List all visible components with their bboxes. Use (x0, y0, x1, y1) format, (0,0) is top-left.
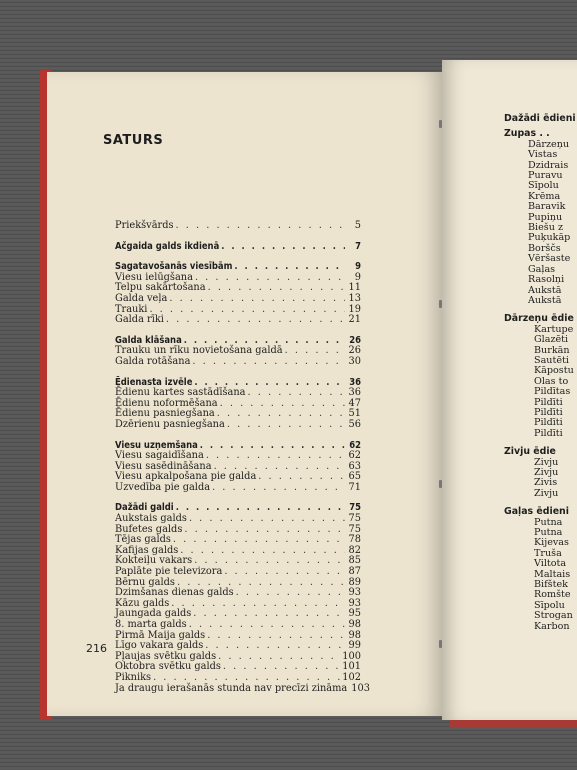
toc-entry-page: 47 (348, 397, 361, 409)
toc-entry (115, 420, 361, 431)
toc-entry-page: 93 (348, 597, 361, 609)
toc-entry-page: 85 (348, 555, 361, 567)
toc-entry-page: 62 (348, 450, 361, 462)
toc-entry-page: 13 (348, 292, 361, 304)
toc-entry-page: 19 (348, 303, 361, 315)
binding-stitch (439, 640, 442, 648)
toc-entry-title: Viesu apkalpošana pie galda (115, 471, 257, 483)
toc-leader-dots (180, 546, 345, 557)
right-section-heading: Zupas . . (504, 128, 550, 140)
toc-entry-title: Aukstais galds (115, 513, 187, 525)
binding-stitch (439, 300, 442, 308)
right-entry: Dārzeņu (528, 138, 570, 150)
toc-entry-title: Telpu sakārtošana (115, 282, 206, 294)
toc-entry-title: Dzērienu pasniegšana (115, 418, 225, 430)
right-entry: Putna (534, 516, 563, 528)
right-entry: Pupiņu (528, 211, 563, 223)
right-entry: Pildīti (534, 427, 563, 439)
right-page (442, 60, 577, 720)
toc-leader-dots (258, 472, 345, 483)
right-entry: Puķukāp (528, 232, 571, 244)
toc-entry (115, 662, 361, 673)
toc-entry-title: Ēdienu kartes sastādīšana (115, 387, 246, 399)
toc-entry (115, 483, 361, 494)
toc-entry-page: 99 (348, 640, 361, 652)
toc-entry-title: Ačgaida galds ikdienā (115, 240, 220, 252)
toc-entry-title: Trauku un rīku novietošana galdā (115, 345, 283, 357)
right-entry: Dzidrais (528, 159, 569, 171)
toc-leader-dots (236, 588, 345, 599)
right-entry: Aukstā (528, 284, 562, 296)
right-entry: Putna (534, 527, 563, 539)
right-entry: Kāpostu (534, 365, 574, 377)
right-entry: Burkān (534, 344, 570, 356)
right-entry: Borščs (528, 242, 561, 254)
right-entry: Kartupe (534, 323, 574, 335)
toc-leader-dots (205, 641, 345, 652)
toc-entry-title: Viesu sasēdināšana (115, 460, 212, 472)
right-entry: Biešu z (528, 222, 564, 234)
right-entry: Maltais (534, 568, 571, 580)
toc-leader-dots (248, 388, 345, 399)
toc-leader-dots (189, 514, 345, 525)
toc-entry-title: Trauki (115, 303, 148, 315)
toc-entry-page: 101 (342, 661, 361, 673)
toc-entry-page: 102 (342, 671, 361, 683)
right-entry: Viltota (534, 558, 567, 570)
toc-entry-title: Kokteiļu vakars (115, 555, 193, 567)
toc-entry (115, 673, 361, 684)
toc-leader-dots (176, 503, 345, 514)
toc-leader-dots (195, 273, 345, 284)
toc-entry-page: 75 (348, 513, 361, 525)
toc-entry-title: Galda rīki (115, 314, 164, 326)
right-section-heading: Gaļas ēdieni (504, 506, 569, 518)
toc-leader-dots (193, 609, 345, 620)
toc-entry-title: Ja draugu ierašanās stunda nav precīzi zināma (115, 682, 348, 694)
binding-stitch (439, 120, 442, 128)
toc-leader-dots (189, 620, 345, 631)
toc-entry-title: Pirmā Maija galds (115, 629, 206, 641)
toc-entry-title: Tējas galds (115, 534, 171, 546)
toc-entry-page: 103 (351, 682, 370, 694)
right-entry: Karbon (534, 620, 570, 632)
toc-leader-dots (220, 399, 345, 410)
toc-leader-dots (173, 535, 345, 546)
toc-leader-dots (169, 294, 345, 305)
toc-leader-dots (149, 305, 345, 316)
toc-leader-dots (153, 673, 340, 684)
toc-entry-title: Galda veļa (115, 292, 168, 304)
toc-entry-page: 63 (348, 460, 361, 472)
toc-leader-dots (207, 631, 345, 642)
right-page-text (504, 114, 576, 632)
toc-entry-page: 93 (348, 587, 361, 599)
right-entry: Zivju (534, 456, 559, 468)
toc-entry (115, 221, 361, 232)
right-entry: Pildīti (534, 396, 563, 408)
toc-entry-page: 5 (354, 220, 361, 231)
right-entry: Kijevas (534, 537, 569, 549)
toc-entry-page: 98 (348, 629, 361, 641)
toc-leader-dots (212, 483, 345, 494)
toc-entry-page: 78 (348, 534, 361, 546)
toc-entry (115, 620, 361, 631)
right-entry: Pildīti (534, 417, 563, 429)
toc-entry-page: 75 (349, 502, 361, 514)
toc-entry-title: Galda rotāšana (115, 355, 191, 367)
right-entry: Olas to (534, 375, 569, 387)
table-of-contents (115, 220, 370, 694)
right-entry: Sīpolu (534, 599, 565, 611)
right-entry: Romšte (534, 589, 571, 601)
right-entry: Pildītas (534, 386, 571, 398)
toc-entry-title: Līgo vakara galds (115, 640, 204, 652)
toc-entry-title: Viesu sagaidīšana (115, 450, 204, 462)
toc-entry-page: 26 (349, 334, 361, 346)
toc-leader-dots (285, 346, 345, 357)
toc-leader-dots (200, 441, 345, 452)
toc-entry-page: 9 (354, 271, 361, 283)
right-entry: Glazēti (534, 334, 569, 346)
toc-entry (115, 242, 361, 253)
right-entry: Strogan (534, 610, 573, 622)
toc-entry-page: 89 (348, 576, 361, 588)
toc-entry-title: Viesu ielūgšana (115, 271, 193, 283)
right-entry: Sīpolu (528, 180, 559, 192)
toc-leader-dots (223, 662, 340, 673)
toc-entry-title: Dzimšanas dienas galds (115, 587, 234, 599)
toc-entry-page: 95 (348, 608, 361, 620)
toc-entry-page: 36 (348, 387, 361, 399)
toc-entry-page: 36 (349, 376, 361, 388)
toc-entry-page: 62 (349, 439, 361, 451)
toc-entry-page: 75 (348, 523, 361, 535)
right-entry: Zivju (534, 467, 559, 478)
right-entry: Zivis (534, 477, 558, 489)
toc-leader-dots (176, 221, 345, 232)
toc-entry-title: Paplāte pie televizora (115, 566, 223, 578)
right-entry: Puravu (528, 170, 563, 182)
toc-entry-page: 51 (348, 408, 361, 420)
right-entry: Zivju (534, 487, 559, 499)
right-entry: Baravik (528, 201, 566, 213)
toc-entry-title: Galda klāšana (115, 334, 182, 346)
toc-entry (115, 315, 361, 326)
toc-entry-title: Jaungada galds (115, 608, 192, 620)
right-entry: Sautēti (534, 354, 569, 366)
toc-entry-page: 11 (348, 282, 361, 294)
toc-entry-title: Uzvedība pie galda (115, 481, 211, 493)
right-entry: Vēršaste (528, 253, 571, 265)
toc-leader-dots (192, 357, 345, 368)
toc-leader-dots (224, 567, 345, 578)
right-entry: Vistas (528, 149, 558, 161)
toc-entry-title: Viesu uzņemšana (115, 439, 198, 451)
page-title: SATURS (103, 133, 164, 148)
toc-entry-page: 87 (348, 566, 361, 578)
toc-leader-dots (208, 283, 345, 294)
toc-entry-page: 65 (348, 471, 361, 483)
toc-entry-page: 30 (348, 355, 361, 367)
toc-entry (115, 682, 370, 695)
toc-entry-page: 26 (348, 345, 361, 357)
right-entry: Pildīti (534, 406, 563, 418)
toc-entry-page: 7 (355, 240, 361, 252)
toc-leader-dots (171, 599, 345, 610)
toc-leader-dots (234, 262, 345, 273)
toc-leader-dots (227, 420, 345, 431)
toc-entry-title: Sagatavošanās viesībām (115, 261, 233, 273)
right-entry: Bifštek (534, 579, 568, 591)
toc-entry-title: Ēdienasta izvēle (115, 376, 193, 388)
toc-entry-title: Priekšvārds (115, 220, 174, 231)
toc-entry-page: 9 (355, 261, 361, 273)
toc-entry-title: Pikniks (115, 671, 152, 683)
toc-entry-page: 56 (348, 418, 361, 430)
right-entry: Trušа (534, 547, 562, 559)
toc-entry-title: Bērnu galds (115, 576, 175, 588)
toc-entry-title: Dažādi galdi (115, 502, 174, 514)
toc-entry-title: Ēdienu pasniegšana (115, 408, 215, 420)
page-number: 216 (86, 642, 107, 655)
toc-entry-page: 100 (342, 650, 361, 662)
binding-stitch (439, 480, 442, 488)
right-entry: Gaļas (528, 263, 556, 275)
toc-entry (115, 294, 361, 305)
toc-entry-page: 98 (348, 619, 361, 630)
toc-entry-title: Ēdienu noformēšana (115, 397, 218, 409)
right-section-heading: Dārzeņu ēdie (504, 313, 574, 325)
toc-entry-title: 8. marta galds (115, 619, 187, 630)
toc-leader-dots (206, 451, 345, 462)
toc-entry-page: 21 (348, 314, 361, 326)
toc-entry-title: Oktobra svētku galds (115, 661, 221, 673)
right-entry: Aukstā (528, 294, 562, 306)
toc-entry (115, 357, 361, 368)
toc-entry-title: Bufetes galds (115, 523, 183, 535)
toc-entry-title: Kafijas galds (115, 544, 179, 556)
right-entry: Rasolņi (528, 274, 565, 286)
toc-leader-dots (217, 409, 345, 420)
toc-entry-page: 71 (348, 481, 361, 493)
toc-entry-title: Pļaujas svētku galds (115, 650, 217, 662)
toc-leader-dots (184, 525, 345, 536)
toc-leader-dots (166, 315, 345, 326)
right-section-heading: Dažādi ēdieni (504, 113, 576, 124)
right-section-heading: Zivju ēdie (504, 446, 556, 458)
toc-leader-dots (218, 652, 340, 663)
toc-leader-dots (221, 242, 345, 253)
toc-entry-title: Kāzu galds (115, 597, 170, 609)
right-entry: Krēma (528, 190, 561, 202)
toc-entry-page: 82 (348, 544, 361, 556)
